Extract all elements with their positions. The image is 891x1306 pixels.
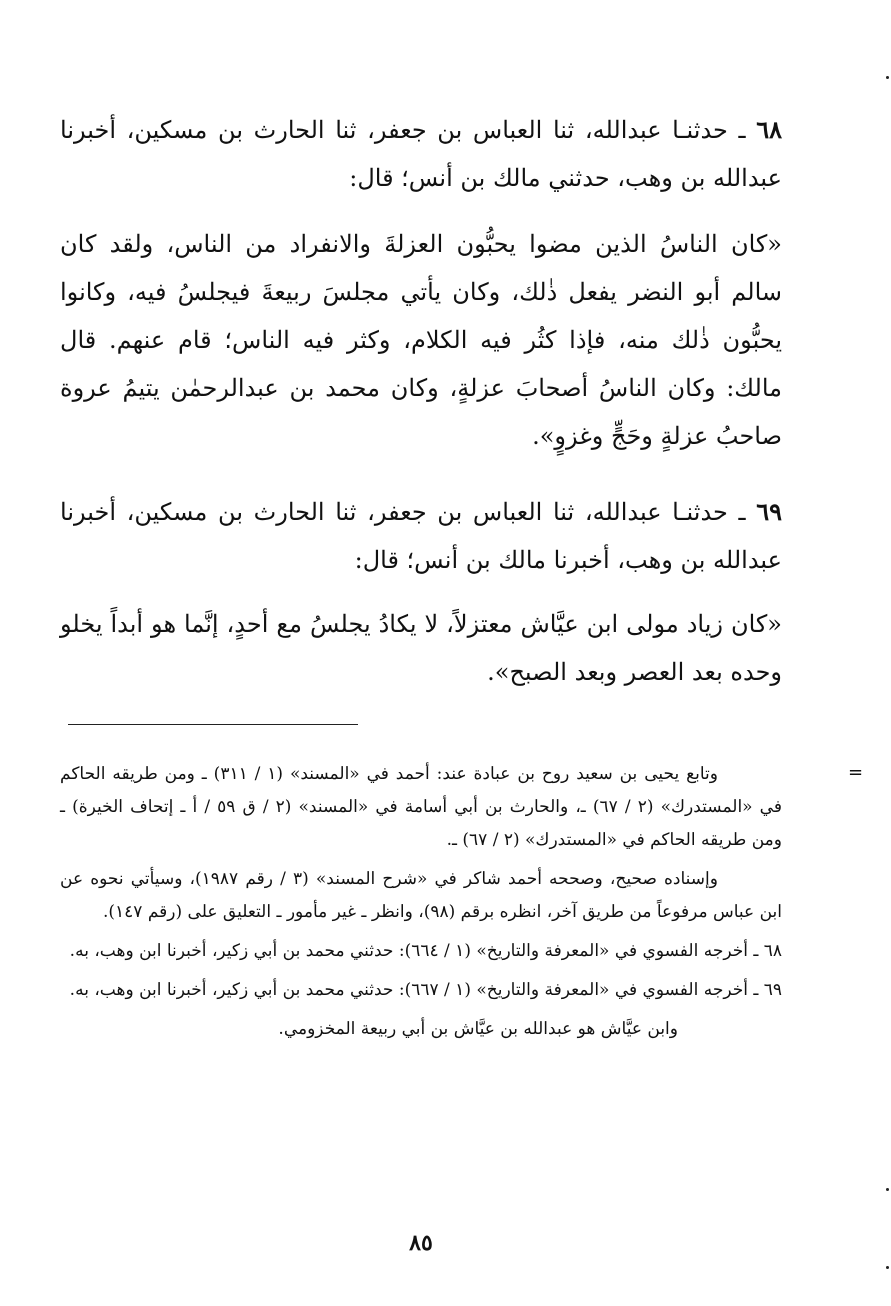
- scan-speck: [886, 1188, 889, 1191]
- hadith-number: ٦٩: [756, 497, 782, 526]
- hadith-69-isnad: [60, 488, 782, 584]
- footnote-paragraph: وابن عيَّاش هو عبدالله بن عيَّاش بن أبي ربيعة المخزومي.: [278, 1019, 678, 1039]
- footnote-paragraph: ٦٨ ـ أخرجه الفسوي في «المعرفة والتاريخ» (١ / ٦٦٤): حدثني محمد بن أبي زكير، أخبرنا ابن وهب، به.: [69, 941, 782, 961]
- hadith-68-isnad: [60, 106, 782, 202]
- isnad-text: ـ حدثنـا عبدالله، ثنا العباس بن جعفر، ثنا الحارث بن مسكين، أخبرنا عبدالله بن وهب، حدثني مالك بن أنس؛ قال:: [60, 116, 782, 192]
- page-number: ٨٥: [409, 1230, 433, 1256]
- footnote-paragraph: وتابع يحيى بن سعيد روح بن عبادة عند: أحمد في «المسند» (١ / ٣١١) ـ ومن طريقه الحاكم في «المستدرك» (٢ / ٦٧) ـ، والحارث بن أبي أسامة في «المسند» (٢ / ق ٥٩ / أ ـ إتحاف الخيرة) ـ ومن طريقه الحاكم في «المستدرك» (٢ / ٦٧) ـ.: [60, 764, 782, 850]
- footnote-separator: [68, 724, 358, 725]
- hadith-68-matn: «كان الناسُ الذين مضوا يحبُّون العزلةَ والانفراد من الناس، ولقد كان سالم أبو النضر يفعل ذٰلك، وكان يأتي مجلسَ ربيعةَ فيجلسُ فيه، وكانوا يحبُّون ذٰلك منه، فإذا كثُر فيه الكلام، وكثر فيه الناس؛ قام عنهم. قال مالك: وكان الناسُ أصحابَ عزلةٍ، وكان محمد بن عبدالرحمٰن يتيمُ عروة صاحبُ عزلةٍ وحَجٍّ وغزوٍ».: [60, 230, 782, 450]
- continuation-mark: =: [848, 762, 864, 783]
- hadith-number: ٦٨: [756, 115, 782, 144]
- scan-speck: [886, 1266, 889, 1269]
- hadith-69-matn: «كان زياد مولى ابن عيَّاش معتزلاً، لا يكادُ يجلسُ مع أحدٍ، إنَّما هو أبداً يخلو وحده بعد العصر وبعد الصبح».: [60, 610, 782, 686]
- isnad-text: ـ حدثنـا عبدالله، ثنا العباس بن جعفر، ثنا الحارث بن مسكين، أخبرنا عبدالله بن وهب، أخبرنا مالك بن أنس؛ قال:: [60, 498, 782, 574]
- footnote-paragraph: وإسناده صحيح، وصححه أحمد شاكر في «شرح المسند» (٣ / رقم ١٩٨٧)، وسيأتي نحوه عن ابن عباس مرفوعاً من طريق آخر، انظره برقم (٩٨)، وانظر ـ غير مأمور ـ التعليق على (رقم ١٤٧).: [60, 869, 782, 922]
- scan-speck: [886, 76, 889, 79]
- book-page: [60, 0, 864, 1306]
- footnote-paragraph: ٦٩ ـ أخرجه الفسوي في «المعرفة والتاريخ» (١ / ٦٦٧): حدثني محمد بن أبي زكير، أخبرنا ابن وهب، به.: [69, 980, 782, 1000]
- footnotes: [60, 758, 782, 1052]
